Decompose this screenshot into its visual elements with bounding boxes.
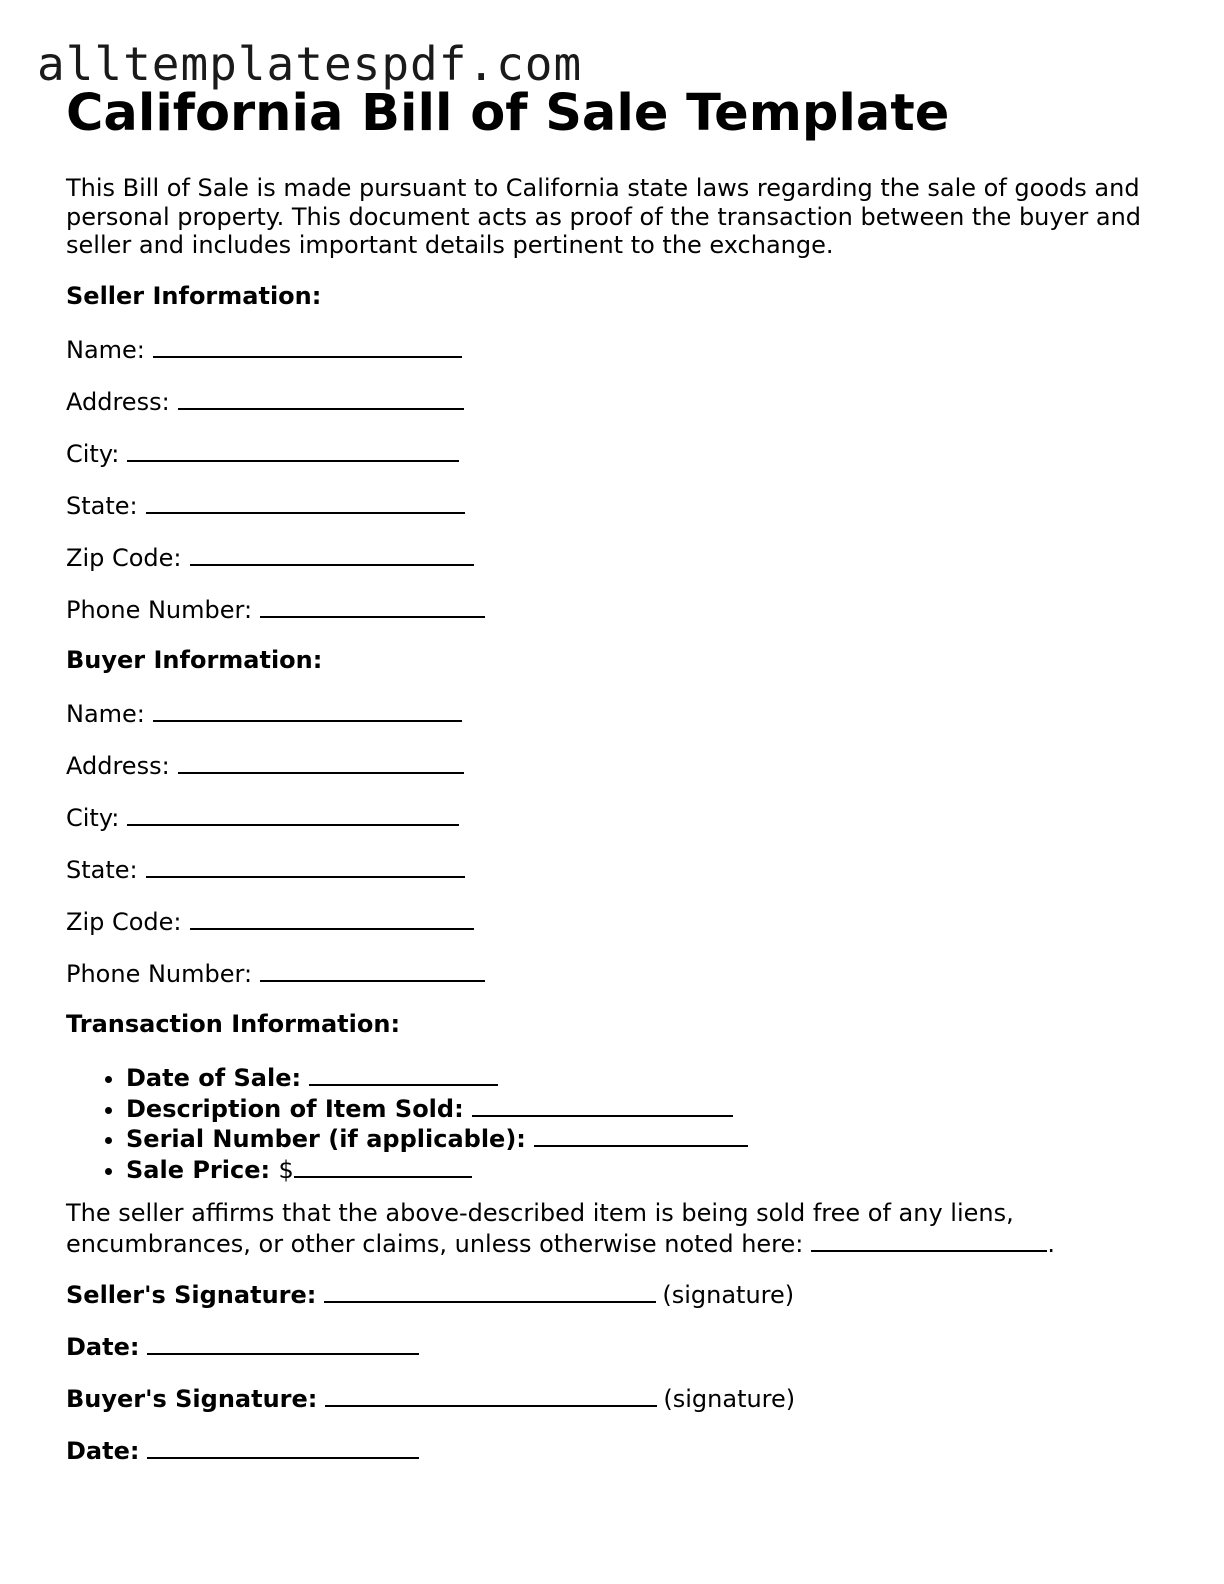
seller-date-label: Date: [66,1333,140,1361]
list-item [126,1154,748,1185]
seller-city-field[interactable] [127,438,459,462]
seller-state-field[interactable] [146,490,465,514]
transaction-list [96,1062,748,1184]
seller-phone-label: Phone Number: [66,596,253,624]
buyer-zip-field[interactable] [190,906,474,930]
seller-name-label: Name: [66,336,145,364]
affirmation-end: . [1047,1229,1055,1258]
buyer-name-label: Name: [66,700,145,728]
item-description-field[interactable] [472,1093,733,1117]
seller-date-row [66,1331,419,1361]
buyer-zip-label: Zip Code: [66,908,182,936]
page-title: California Bill of Sale Template [66,84,950,143]
buyer-city-field[interactable] [127,802,459,826]
seller-signature-note: (signature) [662,1281,795,1309]
date-of-sale-field[interactable] [309,1062,498,1086]
seller-name-field[interactable] [153,334,462,358]
seller-signature-row [66,1279,794,1309]
seller-address-field[interactable] [178,386,464,410]
buyer-address-label: Address: [66,752,170,780]
buyer-city-label: City: [66,804,120,832]
affirmation-text: The seller affirms that the above-described item is being sold free of any liens, encumbrances, or other claims, unless otherwise noted here: [66,1199,1014,1258]
seller-name-row [66,334,462,364]
buyer-name-field[interactable] [153,698,462,722]
serial-number-label: Serial Number (if applicable): [126,1125,526,1153]
buyer-date-row [66,1435,419,1465]
item-description-label: Description of Item Sold: [126,1094,464,1123]
seller-zip-label: Zip Code: [66,544,182,572]
seller-phone-field[interactable] [260,594,485,618]
affirmation-paragraph [66,1199,1146,1258]
date-of-sale-label: Date of Sale: [126,1064,302,1092]
seller-city-label: City: [66,440,120,468]
buyer-signature-field[interactable] [325,1383,657,1407]
buyer-date-field[interactable] [147,1435,419,1459]
buyer-phone-row [66,958,485,988]
buyer-phone-label: Phone Number: [66,960,253,988]
sale-price-label: Sale Price: [126,1155,271,1184]
seller-address-label: Address: [66,388,170,416]
buyer-address-field[interactable] [178,750,464,774]
seller-state-label: State: [66,492,138,520]
serial-number-field[interactable] [534,1123,748,1147]
transaction-heading: Transaction Information: [66,1010,401,1038]
liens-note-field[interactable] [811,1228,1047,1252]
buyer-address-row [66,750,464,780]
sale-price-field[interactable] [294,1154,472,1178]
document [66,84,1166,1465]
seller-zip-field[interactable] [190,542,474,566]
buyer-city-row [66,802,459,832]
seller-zip-row [66,542,474,572]
buyer-date-label: Date: [66,1437,140,1465]
buyer-name-row [66,698,462,728]
seller-state-row [66,490,465,520]
buyer-state-label: State: [66,856,138,884]
seller-signature-field[interactable] [324,1279,656,1303]
buyer-phone-field[interactable] [260,958,485,982]
buyer-signature-note: (signature) [663,1385,796,1413]
currency-symbol: $ [278,1155,294,1184]
list-item [126,1093,748,1124]
buyer-signature-label: Buyer's Signature: [66,1385,318,1413]
buyer-heading: Buyer Information: [66,646,323,674]
seller-signature-label: Seller's Signature: [66,1281,317,1309]
buyer-zip-row [66,906,474,936]
seller-city-row [66,438,459,468]
seller-date-field[interactable] [147,1331,419,1355]
buyer-signature-row [66,1383,795,1413]
watermark: alltemplatespdf.com [37,37,583,91]
seller-address-row [66,386,464,416]
list-item [126,1123,748,1154]
buyer-state-field[interactable] [146,854,465,878]
list-item [126,1062,748,1093]
intro-paragraph: This Bill of Sale is made pursuant to California state laws regarding the sale of goods and personal property. This document acts as proof of the transaction between the buyer and seller and includes important details pertinent to the exchange. [66,174,1142,259]
buyer-state-row [66,854,465,884]
seller-heading: Seller Information: [66,282,322,310]
seller-phone-row [66,594,485,624]
